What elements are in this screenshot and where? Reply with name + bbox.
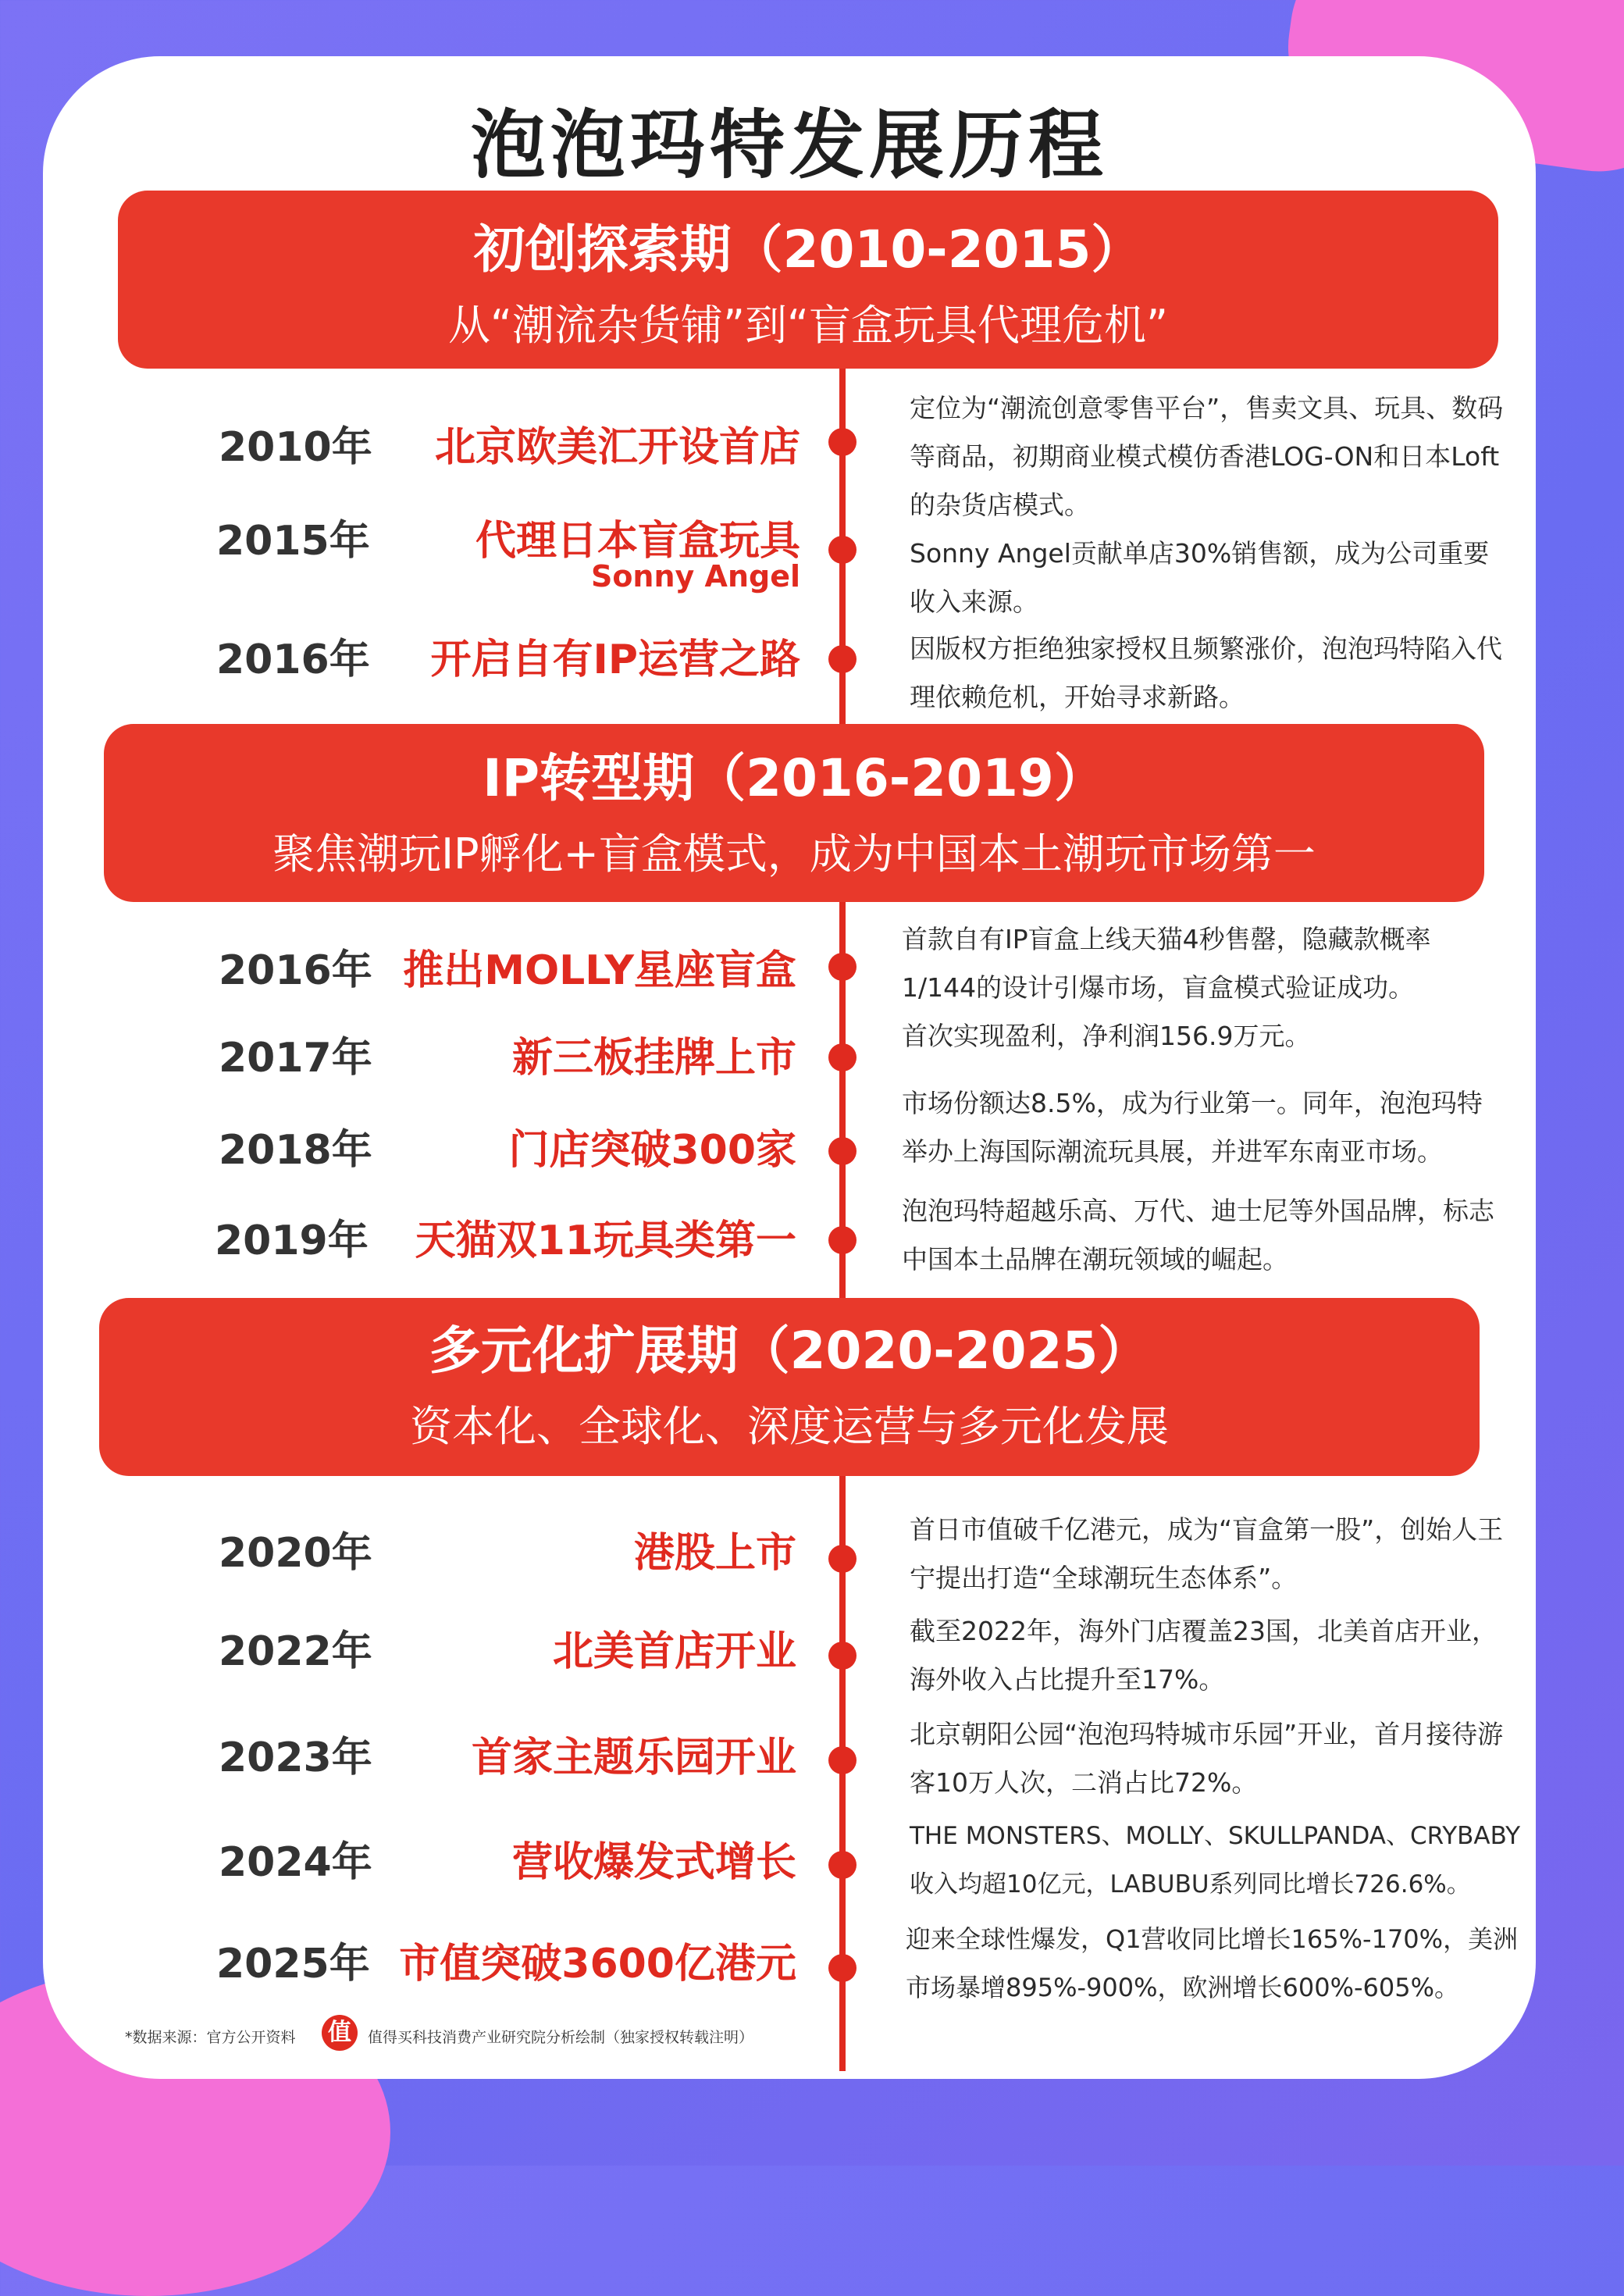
event-description: 迎来全球性爆发，Q1营收同比增长165%-170%，美洲市场暴增895%-900%，欧洲增长600%-605%。 [906, 1924, 1519, 2002]
event-description: 首次实现盈利，净利润156.9万元。 [902, 1021, 1311, 1051]
timeline-dot [828, 1954, 857, 1982]
phase-title: 初创探索期（2010-2015） [473, 219, 1143, 280]
phase-subtitle: 资本化、全球化、深度运营与多元化发展 [410, 1402, 1169, 1451]
data-source-note: *数据来源：官方公开资料 [125, 2029, 296, 2046]
phase-title: IP转型期（2016-2019） [483, 748, 1106, 808]
event-year: 2018年 [219, 1127, 372, 1174]
timeline-dot [828, 645, 857, 673]
event-title: 北京欧美汇开设首店 [434, 424, 800, 471]
event-description: 首款自有IP盲盒上线天猫4秒售罄，隐藏款概率1/144的设计引爆市场，盲盒模式验证成功。 [902, 924, 1431, 1003]
event-year: 2019年 [215, 1218, 369, 1264]
event-description: 泡泡玛特超越乐高、万代、迪士尼等外国品牌，标志中国本土品牌在潮玩领域的崛起。 [902, 1196, 1494, 1275]
event-title: 开启自有IP运营之路 [430, 636, 800, 683]
event-title: 首家主题乐园开业 [471, 1734, 796, 1781]
event-year: 2016年 [216, 636, 370, 683]
timeline-dot [828, 1226, 857, 1254]
phase-subtitle: 从“潮流杂货铺”到“盲盒玩具代理危机” [448, 301, 1168, 350]
event-description: 因版权方拒绝独家授权且频繁涨价，泡泡玛特陷入代理依赖危机，开始寻求新路。 [910, 633, 1502, 712]
event-title: 港股上市 [633, 1530, 796, 1577]
timeline-card [43, 56, 1536, 2079]
timeline-dot [828, 953, 857, 981]
event-year: 2016年 [219, 947, 372, 994]
event-year: 2022年 [219, 1628, 372, 1675]
event-description: THE MONSTERS、MOLLY、SKULLPANDA、CRYBABY收入均超10亿元，LABUBU系列同比增长726.6%。 [910, 1822, 1521, 1898]
timeline-dot [828, 1746, 857, 1774]
event-year: 2023年 [219, 1734, 372, 1781]
event-title: 门店突破300家 [508, 1127, 796, 1174]
event-subtitle: Sonny Angel [590, 559, 800, 594]
phase-banner-3 [99, 1298, 1480, 1476]
brand-logo-icon: 值 [322, 2015, 358, 2051]
timeline-dot [828, 1851, 857, 1879]
timeline-dot [828, 1137, 857, 1165]
event-year: 2020年 [219, 1530, 372, 1577]
phase-title: 多元化扩展期（2020-2025） [429, 1321, 1150, 1381]
event-title: 市值突破3600亿港元 [399, 1941, 796, 1988]
timeline-dot [828, 428, 857, 456]
timeline-dot [828, 1642, 857, 1670]
phase-banner-1 [118, 191, 1498, 369]
phase-subtitle: 聚焦潮玩IP孵化+盲盒模式，成为中国本土潮玩市场第一 [272, 829, 1316, 879]
event-title: 推出MOLLY星座盲盒 [403, 947, 796, 994]
event-title: 新三板挂牌上市 [511, 1035, 796, 1082]
event-description: 北京朝阳公园“泡泡玛特城市乐园”开业，首月接待游客10万人次，二消占比72%。 [910, 1719, 1504, 1798]
event-year: 2025年 [216, 1941, 370, 1988]
event-description: 市场份额达8.5%，成为行业第一。同年，泡泡玛特举办上海国际潮流玩具展，并进军东南亚市场。 [902, 1088, 1483, 1167]
page-title: 泡泡玛特发展历程 [471, 102, 1108, 189]
credit-note: 值得买科技消费产业研究院分析绘制（独家授权转载注明） [368, 2029, 754, 2046]
timeline-dot [828, 1043, 857, 1071]
event-description: Sonny Angel贡献单店30%销售额，成为公司重要收入来源。 [910, 538, 1490, 617]
event-title: 天猫双11玩具类第一 [415, 1218, 796, 1264]
event-year: 2024年 [219, 1839, 372, 1886]
event-year: 2010年 [219, 424, 372, 471]
event-title: 营收爆发式增长 [511, 1839, 796, 1886]
timeline-dot [828, 536, 857, 564]
event-description: 截至2022年，海外门店覆盖23国，北美首店开业，海外收入占比提升至17%。 [910, 1616, 1498, 1695]
event-description: 定位为“潮流创意零售平台”，售卖文具、玩具、数码等商品，初期商业模式模仿香港LOG-ON和日本Loft的杂货店模式。 [910, 393, 1504, 520]
phase-banner-2 [104, 724, 1484, 902]
event-title: 代理日本盲盒玩具 [475, 518, 800, 565]
event-year: 2015年 [216, 518, 370, 565]
timeline-dot [828, 1545, 857, 1573]
event-title: 北美首店开业 [552, 1628, 796, 1675]
event-description: 首日市值破千亿港元，成为“盲盒第一股”，创始人王宁提出打造“全球潮玩生态体系”。 [910, 1514, 1504, 1593]
event-year: 2017年 [219, 1035, 372, 1082]
